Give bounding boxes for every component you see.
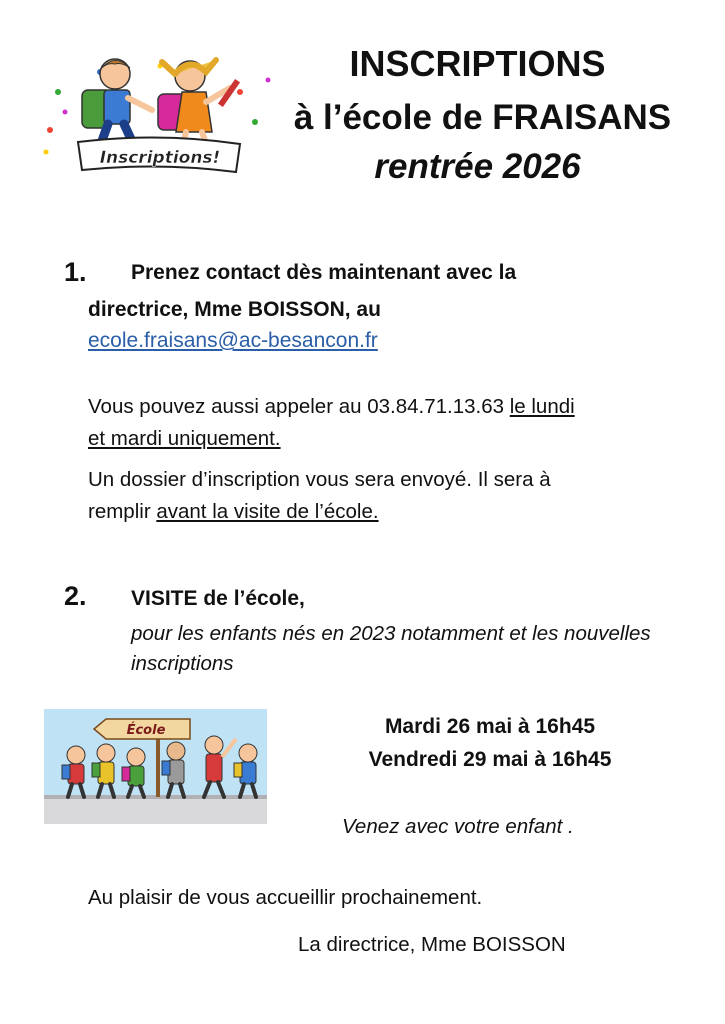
step-1-number: 1. xyxy=(64,257,87,287)
dossier-paragraph xyxy=(88,464,688,528)
visit-date-2: Vendredi 29 mai à 16h45 xyxy=(368,748,612,771)
visit-date-1: Mardi 26 mai à 16h45 xyxy=(384,715,596,738)
step-2-number: 2. xyxy=(64,581,87,611)
contact-email-link[interactable]: ecole.fraisans@ac-besancon.fr xyxy=(88,329,378,352)
dossier-deadline-underlined: avant la visite de l’école. xyxy=(156,500,379,523)
page-title-school: à l’école de FRAISANS xyxy=(293,98,672,137)
dossier-text-continued: remplir xyxy=(88,500,157,523)
school-walk-illustration xyxy=(44,709,267,824)
children-with-backpacks-illustration xyxy=(40,52,275,182)
step-2-heading: VISITE de l’école, xyxy=(131,587,305,610)
children-walking-to-school-clipart xyxy=(44,709,267,824)
signature: La directrice, Mme BOISSON xyxy=(298,933,566,956)
dossier-text: Un dossier d’inscription vous sera envoyé. Il sera à xyxy=(88,468,551,491)
school-sign-text: École xyxy=(126,723,166,738)
closing-text: Au plaisir de vous accueillir prochainement. xyxy=(88,886,483,909)
page-title-year: rentrée 2026 xyxy=(374,147,581,186)
inscriptions-clipart xyxy=(40,52,275,182)
step-2-subtitle: pour les enfants nés en 2023 notamment et les nouvelles inscriptions xyxy=(131,622,651,675)
phone-days-underlined-continued: et mardi uniquement. xyxy=(88,427,281,450)
step-1-heading: Prenez contact dès maintenant avec la xyxy=(131,261,517,284)
page-title: INSCRIPTIONS xyxy=(349,43,606,84)
phone-text: Vous pouvez aussi appeler au 03.84.71.13.63 xyxy=(88,395,510,418)
phone-paragraph xyxy=(88,391,688,455)
phone-days-underlined: le lundi xyxy=(509,395,575,418)
step-1-heading-continued: directrice, Mme BOISSON, au xyxy=(88,298,381,321)
invitation-text: Venez avec votre enfant . xyxy=(342,815,574,838)
logo-banner-text: Inscriptions! xyxy=(99,148,221,168)
